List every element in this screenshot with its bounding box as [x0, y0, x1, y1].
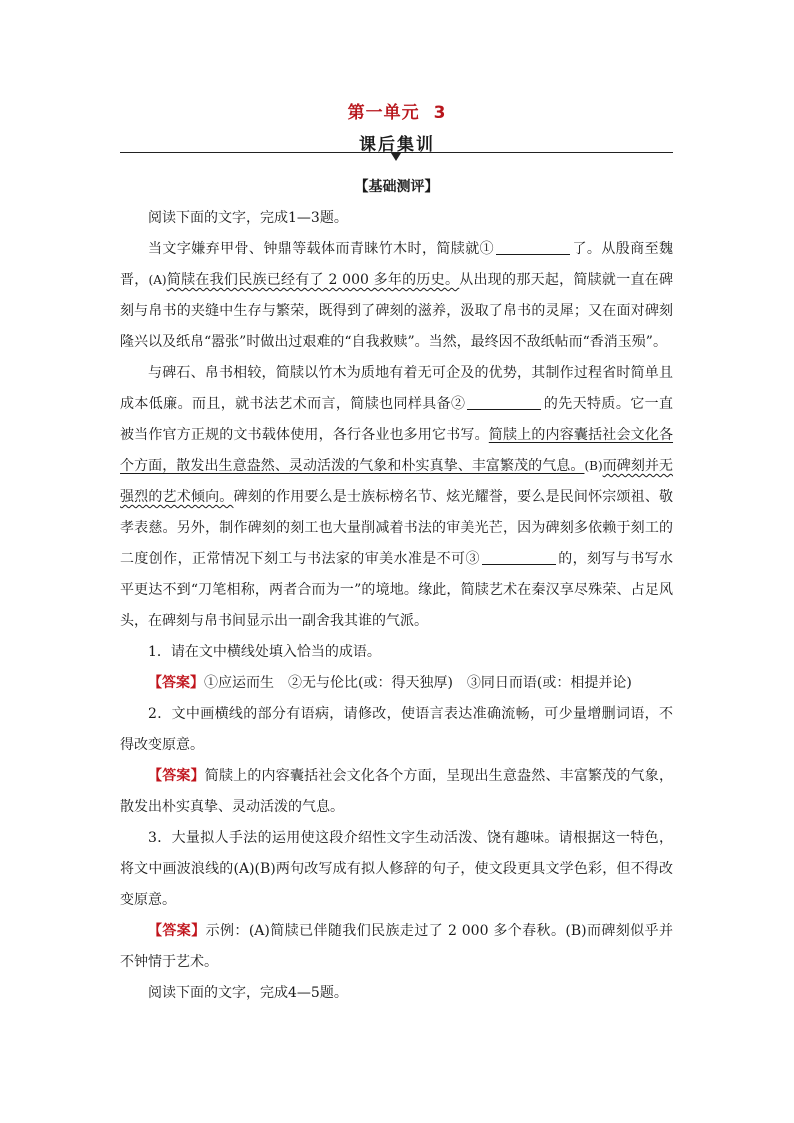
unit-title-text: 第一单元	[347, 103, 420, 123]
question-2: 2．文中画横线的部分有语病，请修改，使语言表达准确流畅，可少量增删词语，不得改变原意。	[120, 706, 673, 753]
passage-text: 的，刻写与书写水平更达不到“刀笔相称，两者合而为一”的境地。缘此，简牍艺术在秦汉享尽殊荣、占足风头，在碑刻与帛书间显示出一副舍我其谁的气派。	[120, 551, 674, 629]
wavy-underlined-sentence-b: 而碑刻并无强烈的艺术倾向。	[120, 458, 674, 505]
answer-3	[120, 916, 673, 978]
sentence-marker-a: (A)	[148, 273, 167, 287]
answer-label: 【答案】	[148, 923, 206, 939]
passage-text: 与碑石、帛书相较，简牍以竹木为质地有着无可企及的优势，其制作过程省时简单且成本低廉。而且，就书法艺术而言，简牍也同样具备②	[120, 365, 673, 412]
blank-line-3	[482, 550, 556, 565]
answer-1	[120, 668, 673, 699]
sentence-marker-b: (B)	[584, 459, 603, 473]
blank-line-1	[496, 240, 570, 255]
answer-text: 示例：(A)简牍已伴随我们民族走过了 2 000 多个春秋。(B)而碑刻似乎并不钟情于艺术。	[120, 923, 673, 970]
page-subtitle: 课后集训	[359, 135, 435, 155]
section-title: 【基础测评】	[354, 179, 439, 195]
underlined-sentence: 简牍上的内容囊括社会文化各个方面，散发出生意盎然、灵动活泼的气象和朴实真挚、丰富繁茂的气息。	[120, 427, 674, 474]
passage-text: 碑刻的作用要么是士族标榜名节、炫光耀誉，要么是民间怀宗颂祖、敬孝表慈。另外，制作碑刻的刻工也大量削减着书法的审美光芒，因为碑刻多依赖于刻工的二度创作，正常情况下刻工与书法家的审美水准是不可③	[120, 489, 674, 567]
question-3: 3．大量拟人手法的运用使这段介绍性文字生动活泼、饶有趣味。请根据这一特色，将文中画波浪线的(A)(B)两句改写成有拟人修辞的句子，使文段更具文学色彩，但不得改变原意。	[120, 830, 673, 908]
unit-title	[0, 98, 794, 123]
wavy-underlined-sentence-a: 简牍在我们民族已经有了 2 000 多年的历史。	[166, 272, 460, 288]
passage-text: 了。从殷商至魏晋，	[120, 241, 674, 288]
answer-text: 简牍上的内容囊括社会文化各个方面，呈现出生意盎然、丰富繁茂的气象，散发出朴实真挚、灵动活泼的气息。	[120, 768, 674, 815]
passage-text: 当文字嫌弃甲骨、钟鼎等载体而青睐竹木时，简牍就①	[148, 241, 495, 257]
answer-text: ①应运而生 ②无与伦比(或：得天独厚) ③同日而语(或：相提并论)	[204, 675, 632, 691]
answer-2	[120, 761, 673, 823]
passage-paragraph-2	[120, 358, 673, 637]
blank-line-2	[467, 395, 541, 410]
triangle-down-icon	[391, 153, 401, 161]
reading-instruction-next: 阅读下面的文字，完成4—5题。	[148, 985, 348, 1001]
answer-label: 【答案】	[148, 768, 205, 784]
passage-paragraph-1	[120, 234, 673, 358]
passage-text: 的先天特质。它一直被当作官方正规的文书载体使用，各行各业也多用它书写。	[120, 396, 673, 443]
answer-label: 【答案】	[148, 675, 204, 691]
document-body	[120, 172, 673, 1009]
unit-number: 3	[433, 103, 447, 123]
question-1: 1．请在文中横线处填入恰当的成语。	[148, 644, 381, 660]
reading-instruction: 阅读下面的文字，完成1—3题。	[148, 210, 348, 226]
passage-text: 从出现的那天起，简牍就一直在碑刻与帛书的夹缝中生存与繁荣，既得到了碑刻的滋养，汲取了帛书的灵犀；又在面对碑刻隆兴以及纸帛“嚣张”时做出过艰难的“自我救赎”。当然，最终因不敌纸帖而“香消玉殒”。	[120, 272, 674, 350]
